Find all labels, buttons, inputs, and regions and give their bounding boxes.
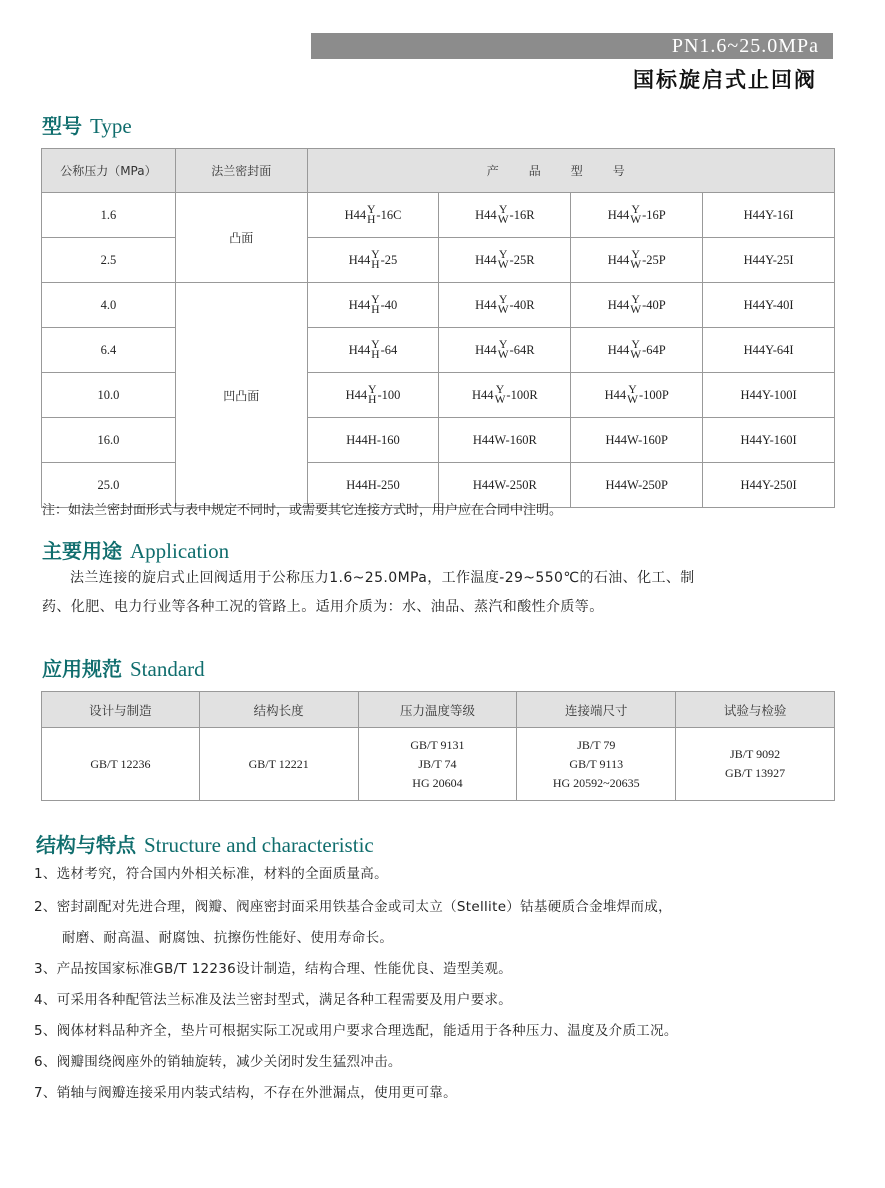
pressure-cell: 25.0 (42, 463, 176, 508)
model-variant (630, 250, 641, 270)
variant-bottom: H (371, 349, 380, 361)
model-cell (307, 283, 439, 328)
table-row (42, 193, 835, 238)
section-title-en: Structure and characteristic (144, 833, 374, 857)
model-variant (627, 385, 638, 405)
standard-cell (517, 728, 676, 801)
model-suffix: -25P (642, 252, 666, 267)
model-cell: H44Y-64I (703, 328, 835, 373)
model-prefix: H44 (345, 387, 368, 402)
model-cell (439, 193, 571, 238)
standard-value: GB/T 13927 (725, 766, 786, 780)
model-variant (371, 250, 379, 270)
seal-cell-tongue-groove: 凹凸面 (175, 283, 307, 508)
model-suffix: -64 (380, 342, 398, 357)
variant-top: Y (498, 249, 508, 261)
pressure-cell: 16.0 (42, 418, 176, 463)
model-cell (439, 283, 571, 328)
variant-bottom: W (494, 394, 506, 406)
standard-cell (199, 728, 358, 801)
model-variant (371, 340, 379, 360)
pressure-cell: 10.0 (42, 373, 176, 418)
model-code (345, 205, 402, 225)
model-prefix: H44 (475, 297, 497, 312)
model-prefix: H44 (348, 252, 371, 267)
standard-value: JB/T 9092 (730, 747, 781, 761)
variant-top: Y (495, 384, 505, 396)
pressure-cell: 6.4 (42, 328, 176, 373)
feature-item-3: 3、产品按国家标准GB/T 12236设计制造，结构合理、性能优良、造型美观。 (34, 961, 513, 977)
section-title-en: Application (130, 539, 230, 563)
model-variant (368, 385, 376, 405)
standard-table-row (42, 728, 835, 801)
table-row (42, 238, 835, 283)
model-suffix: -64R (509, 342, 535, 357)
variant-top: Y (371, 339, 380, 351)
model-prefix: H44 (607, 342, 630, 357)
model-variant (630, 340, 641, 360)
table-row (42, 418, 835, 463)
model-code (475, 250, 534, 270)
model-prefix: H44 (607, 207, 630, 222)
model-cell (571, 328, 703, 373)
variant-top: Y (367, 204, 376, 216)
model-prefix: H44 (604, 387, 627, 402)
model-suffix: -25 (380, 252, 398, 267)
header-pressure: 公称压力（MPa） (42, 149, 176, 193)
section-title-cn: 型号 (42, 114, 82, 138)
standard-value: JB/T 74 (418, 756, 457, 771)
pressure-banner: PN1.6~25.0MPa (311, 33, 833, 59)
model-code (475, 295, 534, 315)
model-cell: H44Y-250I (703, 463, 835, 508)
model-prefix: H44 (348, 297, 371, 312)
model-suffix: -16C (376, 207, 402, 222)
model-cell: H44H-160 (307, 418, 439, 463)
model-cell: H44Y-160I (703, 418, 835, 463)
model-variant (498, 340, 509, 360)
model-suffix: -16P (642, 207, 666, 222)
variant-bottom: W (627, 394, 638, 406)
variant-top: Y (368, 384, 377, 396)
pressure-cell: 2.5 (42, 238, 176, 283)
variant-bottom: W (630, 304, 642, 316)
model-cell: H44W-250P (571, 463, 703, 508)
standard-header: 试验与检验 (676, 692, 835, 728)
model-cell (571, 373, 703, 418)
standard-value: JB/T 79 (577, 737, 616, 752)
standard-table-header-row (42, 692, 835, 728)
model-code (605, 385, 669, 405)
variant-bottom: H (368, 394, 377, 406)
table-row (42, 373, 835, 418)
pressure-cell: 4.0 (42, 283, 176, 328)
section-title-type (42, 110, 132, 139)
model-cell (307, 328, 439, 373)
model-cell: H44Y-40I (703, 283, 835, 328)
standard-value: HG 20604 (412, 775, 463, 790)
model-code (349, 340, 398, 360)
model-variant (498, 250, 509, 270)
variant-top: Y (631, 294, 640, 306)
model-prefix: H44 (475, 252, 497, 267)
variant-bottom: H (371, 259, 380, 271)
variant-bottom: W (630, 214, 642, 226)
table-row (42, 328, 835, 373)
type-table (41, 148, 835, 508)
variant-top: Y (498, 339, 508, 351)
variant-top: Y (371, 249, 380, 261)
header-seal: 法兰密封面 (175, 149, 307, 193)
feature-item-7: 7、销轴与阀瓣连接采用内装式结构，不存在外泄漏点，使用更可靠。 (34, 1085, 457, 1101)
pressure-cell: 1.6 (42, 193, 176, 238)
model-cell: H44W-250R (439, 463, 571, 508)
variant-top: Y (631, 249, 640, 261)
table-row (42, 283, 835, 328)
section-title-application (42, 535, 229, 564)
model-cell (439, 238, 571, 283)
variant-bottom: W (497, 214, 509, 226)
variant-top: Y (498, 204, 508, 216)
standard-value: GB/T 12221 (248, 756, 309, 771)
model-code (349, 250, 398, 270)
feature-item-5: 5、阀体材料品种齐全，垫片可根据实际工况或用户要求合理选配，能适用于各种压力、温度及介质工况。 (34, 1023, 678, 1039)
section-title-structure (36, 829, 374, 858)
variant-bottom: W (630, 349, 642, 361)
variant-bottom: W (630, 259, 642, 271)
model-suffix: -16R (509, 207, 535, 222)
variant-top: Y (631, 204, 640, 216)
seal-cell-raised: 凸面 (175, 193, 307, 283)
standard-value: GB/T 9131 (410, 737, 465, 752)
model-suffix: -64P (642, 342, 666, 357)
section-title-standard (42, 653, 205, 682)
model-code (472, 385, 538, 405)
variant-top: Y (628, 384, 637, 396)
model-prefix: H44 (475, 207, 497, 222)
feature-item-1: 1、选材考究，符合国内外相关标准，材料的全面质量高。 (34, 866, 388, 882)
variant-bottom: W (497, 259, 509, 271)
model-suffix: -100R (506, 387, 538, 402)
header-product: 产品型号 (307, 149, 834, 193)
model-cell (307, 193, 439, 238)
model-cell (571, 283, 703, 328)
variant-bottom: H (367, 214, 376, 226)
variant-top: Y (631, 339, 640, 351)
standard-cell (676, 728, 835, 801)
feature-item-2-cont: 耐磨、耐高温、耐腐蚀、抗擦伤性能好、使用寿命长。 (62, 930, 394, 946)
model-code (608, 340, 666, 360)
standard-value: GB/T 9113 (569, 756, 624, 771)
variant-bottom: H (371, 304, 380, 316)
model-prefix: H44 (348, 342, 371, 357)
model-suffix: -40R (509, 297, 535, 312)
standard-header: 连接端尺寸 (517, 692, 676, 728)
model-prefix: H44 (472, 387, 494, 402)
model-cell: H44W-160R (439, 418, 571, 463)
section-title-cn: 应用规范 (42, 657, 122, 681)
type-table-header-row (42, 149, 835, 193)
application-line-1: 法兰连接的旋启式止回阀适用于公称压力1.6~25.0MPa，工作温度-29~550℃的石油、化工、制 (70, 570, 695, 586)
model-prefix: H44 (607, 252, 630, 267)
model-variant (498, 295, 509, 315)
model-prefix: H44 (475, 342, 497, 357)
feature-item-2: 2、密封副配对先进合理，阀瓣、阀座密封面采用铁基合金或司太立（Stellite）钴基硬质合金堆焊而成， (34, 899, 672, 915)
feature-item-4: 4、可采用各种配管法兰标准及法兰密封型式，满足各种工程需要及用户要求。 (34, 992, 513, 1008)
model-suffix: -100P (638, 387, 669, 402)
model-code (608, 205, 666, 225)
model-suffix: -100 (377, 387, 401, 402)
model-suffix: -40P (642, 297, 666, 312)
model-cell (439, 373, 571, 418)
standard-value: GB/T 12236 (90, 756, 151, 771)
model-variant (371, 295, 379, 315)
model-cell: H44Y-25I (703, 238, 835, 283)
standard-cell (42, 728, 200, 801)
model-variant (630, 205, 641, 225)
variant-top: Y (371, 294, 380, 306)
model-prefix: H44 (607, 297, 630, 312)
standard-table (41, 691, 835, 801)
application-line-2: 药、化肥、电力行业等各种工况的管路上。适用介质为：水、油品、蒸汽和酸性介质等。 (42, 599, 604, 615)
model-cell (571, 193, 703, 238)
section-title-cn: 主要用途 (42, 539, 122, 563)
model-code (608, 250, 666, 270)
model-cell (307, 373, 439, 418)
table-note: 注：如法兰密封面形式与表中规定不同时，或需要其它连接方式时，用户应在合同中注明。 (42, 503, 563, 518)
model-cell: H44Y-100I (703, 373, 835, 418)
model-suffix: -40 (380, 297, 398, 312)
model-code (608, 295, 666, 315)
model-code (475, 340, 534, 360)
standard-header: 设计与制造 (42, 692, 200, 728)
model-cell: H44H-250 (307, 463, 439, 508)
model-cell: H44W-160P (571, 418, 703, 463)
standard-value: HG 20592~20635 (552, 775, 640, 790)
model-variant (367, 205, 375, 225)
section-title-en: Type (90, 114, 132, 138)
model-variant (498, 205, 509, 225)
section-title-cn: 结构与特点 (36, 833, 136, 857)
standard-cell (358, 728, 517, 801)
variant-top: Y (498, 294, 508, 306)
feature-item-6: 6、阀瓣围绕阀座外的销轴旋转，减少关闭时发生猛烈冲击。 (34, 1054, 402, 1070)
model-cell (571, 238, 703, 283)
model-prefix: H44 (344, 207, 367, 222)
model-suffix: -25R (509, 252, 535, 267)
model-code (349, 295, 398, 315)
model-code (346, 385, 401, 405)
standard-header: 结构长度 (199, 692, 358, 728)
variant-bottom: W (497, 349, 509, 361)
document-title: 国标旋启式止回阀 (633, 68, 817, 92)
model-variant (630, 295, 641, 315)
model-variant (495, 385, 506, 405)
model-cell (307, 238, 439, 283)
model-cell (439, 328, 571, 373)
model-code (475, 205, 534, 225)
variant-bottom: W (497, 304, 509, 316)
standard-header: 压力温度等级 (358, 692, 517, 728)
section-title-en: Standard (130, 657, 205, 681)
model-cell: H44Y-16I (703, 193, 835, 238)
